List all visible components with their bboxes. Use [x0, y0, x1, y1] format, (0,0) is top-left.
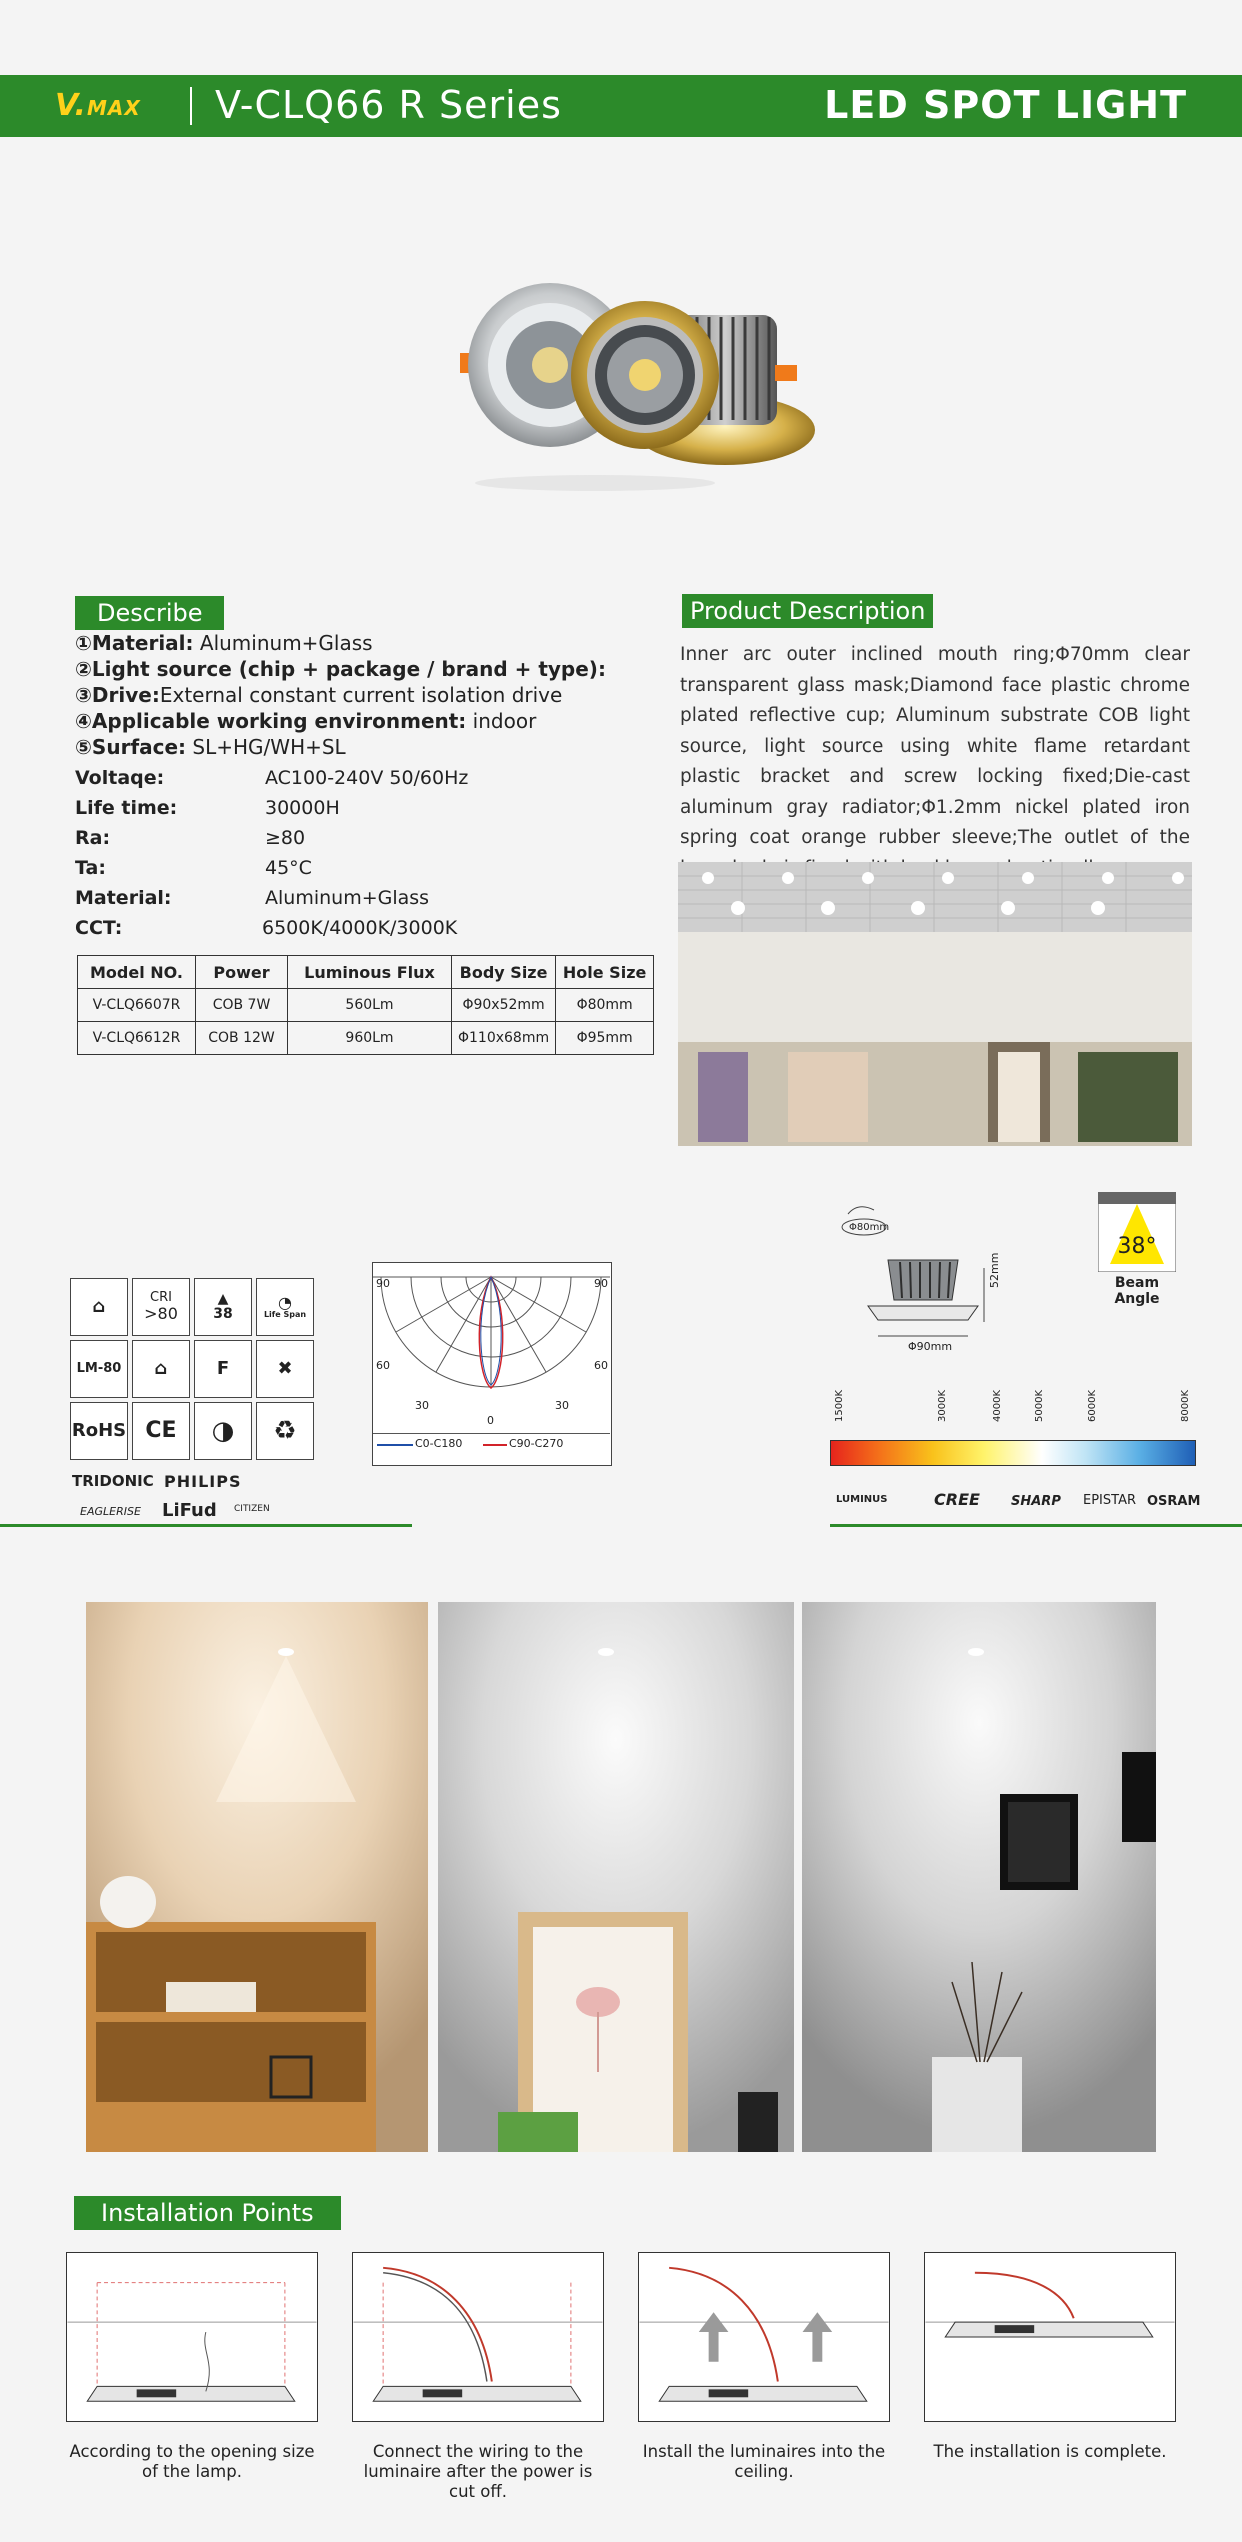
category-title: LED SPOT LIGHT — [824, 83, 1187, 127]
cct-tick-label: 8000K — [1180, 1389, 1191, 1422]
describe-line: ⑤Surface: SL+HG/WH+SL — [75, 735, 346, 759]
install-step-4-caption: The installation is complete. — [933, 2442, 1167, 2461]
install-step-2-caption: Connect the wiring to the luminaire after the power is cut off. — [363, 2442, 593, 2501]
table-row — [78, 989, 654, 1022]
legend-label: C90-C270 — [509, 1437, 564, 1450]
table-cell: 560Lm — [288, 989, 452, 1022]
product-description-tag: Product Description — [682, 594, 933, 628]
install-step-2-diagram — [352, 2252, 604, 2422]
house-dimming-icon: ⌂ — [132, 1340, 190, 1398]
install-step-4-diagram — [924, 2252, 1176, 2422]
brand-philips: PHILIPS — [164, 1472, 242, 1491]
brand-osram: OSRAM — [1147, 1494, 1201, 1509]
table-header: Power — [196, 956, 288, 989]
brand-lifud: LiFud — [162, 1500, 217, 1521]
beam-value: 38° — [1117, 1234, 1157, 1259]
product-description-text: Inner arc outer inclined mouth ring;Φ70mm clear transparent glass mask;Diamond face plastic chrome plated reflective cup; Aluminum substrate COB light source, light source using white flame retardant plastic bracket and screw locking fixed;Die-cast aluminum gray radiator;Φ1.2mm nickel plated iron spring coat orange rubber sleeve;The outlet of the — [680, 644, 1190, 848]
cct-tick-label: 4000K — [992, 1389, 1003, 1422]
table-header: Body Size — [452, 956, 556, 989]
installation-tag: Installation Points — [74, 2196, 341, 2230]
table-cell: V-CLQ6607R — [78, 989, 196, 1022]
brand-luminus: LUMINUS — [836, 1494, 888, 1505]
store-interior-photo — [678, 862, 1192, 1146]
product-sheet: V.MAX V-CLQ66 R Series LED SPOT LIGHT Describe ①Material: Aluminum+Glass ②Light source (chip + package / brand + type): ③Drive:External constant current isolation drive ④Applicable working environment: indoor ⑤Surface: SL+HG/WH+SL Voltaqe: AC100-240V 50/60Hz Life time: 30000H Ra: ≥80 Ta: 45°C Material: Aluminum+Glass CCT: 6500K/4000K/3000K Model NO. Power Luminous Flux Body Size Hole Size V-CLQ6607R COB 7W 560Lm Φ90x52mm Φ80mm V-CLQ6612R COB 12W 960Lm Φ110x68mm Φ95mm Product Description Inner arc outer inclined mouth ring;Φ70mm clear transparent glass mask;Diamond face plastic chrome plated reflective cup; Aluminum substrate COB light source, light source using white flame retardant plastic bracket and screw locking fixed;Die-cast aluminum gray radiator;Φ1.2mm nickel plated iron spring coat orange rubber sleeve;The outlet of the ⌂ CRI >80 ▲ 38 ◔ Life Span LM-80 ⌂ F ✖ RoHS CE ◑ ♻ TRIDONIC PHILIPS EAGLERISE LiFud CITIZEN 90 90 60 60 30 30 0 C0-C180 C90-C270 Φ80mm 52mm Φ90mm 38° Beam Angle 1500K 3000K 4000K 5000K 6000K 8000K LUMINUS CREE SHARP EPISTAR OSRAM Installation Points According to the opening size of the lamp. Connect the wiring to the luminaire after the power is cut off. Install the luminaires into the ceiling. The installation is complete. — [0, 0, 1242, 2542]
cct-scale — [830, 1389, 1200, 1469]
brand-tridonic: TRIDONIC — [72, 1472, 154, 1490]
polar-angle-label: 30 — [555, 1399, 569, 1412]
brand-citizen: CITIZEN — [234, 1504, 270, 1514]
height-dimension-label: 52mm — [988, 1252, 1001, 1288]
install-step-1-diagram — [66, 2252, 318, 2422]
hole-dimension-label: Φ80mm — [849, 1222, 890, 1233]
describe-line: ②Light source (chip + package / brand + type): — [75, 657, 606, 681]
lm80-icon: LM-80 — [70, 1340, 128, 1398]
polar-angle-label: 0 — [487, 1414, 494, 1427]
scene-photo-shelf — [86, 1602, 428, 2152]
describe-line: ①Material: Aluminum+Glass — [75, 631, 373, 655]
model-table — [77, 955, 654, 1055]
polar-angle-label: 90 — [594, 1277, 608, 1290]
legend-swatch-c90 — [483, 1444, 507, 1446]
brand-cree: CREE — [934, 1490, 980, 1509]
ce-icon: CE — [132, 1402, 190, 1460]
cct-tick-label: 1500K — [834, 1389, 845, 1422]
table-cell: Φ95mm — [556, 1022, 654, 1055]
polar-distribution-chart — [372, 1262, 612, 1466]
cct-tick-label: 6000K — [1087, 1389, 1098, 1422]
header-divider — [190, 87, 192, 125]
f-mark-icon: F — [194, 1340, 252, 1398]
table-header: Luminous Flux — [288, 956, 452, 989]
polar-angle-label: 30 — [415, 1399, 429, 1412]
section-divider-right — [830, 1524, 1242, 1527]
table-header-row — [78, 956, 654, 989]
diameter-dimension-label: Φ90mm — [908, 1340, 953, 1353]
table-cell: Φ90x52mm — [452, 989, 556, 1022]
polar-angle-label: 60 — [376, 1359, 390, 1372]
product-image — [445, 255, 825, 495]
indoor-house-icon: ⌂ — [70, 1278, 128, 1336]
install-step-1-caption: According to the opening size of the lamp. — [69, 2442, 315, 2481]
table-header: Model NO. — [78, 956, 196, 989]
install-step-3-diagram — [638, 2252, 890, 2422]
cct-tick-label: 3000K — [937, 1389, 948, 1422]
table-row — [78, 1022, 654, 1055]
beam-cone-icon — [1098, 1192, 1176, 1272]
describe-list — [75, 630, 635, 760]
scene-photo-vase — [802, 1602, 1156, 2152]
series-title: V-CLQ66 R Series — [215, 83, 562, 127]
recycle-icon: ♻ — [256, 1402, 314, 1460]
legend-label: C0-C180 — [415, 1437, 463, 1450]
cct-color-bar — [830, 1440, 1196, 1466]
table-cell: 960Lm — [288, 1022, 452, 1055]
table-cell: Φ80mm — [556, 989, 654, 1022]
brand-sharp: SHARP — [1011, 1494, 1061, 1509]
install-step-3-caption: Install the luminaires into the ceiling. — [642, 2442, 886, 2481]
describe-line: ③Drive:External constant current isolation drive — [75, 683, 563, 707]
cct-tick-label: 5000K — [1034, 1389, 1045, 1422]
cri-icon: CRI >80 — [132, 1278, 190, 1336]
scene-photo-flamingo — [438, 1602, 794, 2152]
describe-line: ④Applicable working environment: indoor — [75, 709, 537, 733]
describe-tag: Describe — [75, 596, 224, 630]
table-header: Hole Size — [556, 956, 654, 989]
weee-bin-icon: ✖ — [256, 1340, 314, 1398]
brand-epistar: EPISTAR — [1083, 1493, 1136, 1508]
section-divider-left — [0, 1524, 412, 1527]
table-cell: V-CLQ6612R — [78, 1022, 196, 1055]
beam-angle-label: Beam Angle — [1114, 1275, 1160, 1307]
table-cell: COB 7W — [196, 989, 288, 1022]
dimension-drawing — [840, 1200, 1080, 1390]
beam-angle-small-icon: ▲ 38 — [194, 1278, 252, 1336]
vmax-logo: V.MAX — [55, 88, 141, 123]
polar-angle-label: 60 — [594, 1359, 608, 1372]
table-cell: Φ110x68mm — [452, 1022, 556, 1055]
beam-angle-badge — [1098, 1192, 1176, 1272]
polar-legend-divider — [373, 1433, 610, 1434]
header-bar — [0, 75, 1242, 137]
life-span-icon: ◔ Life Span — [256, 1278, 314, 1336]
brand-eaglerise: EAGLERISE — [80, 1505, 141, 1518]
polar-angle-label: 90 — [376, 1277, 390, 1290]
table-cell: COB 12W — [196, 1022, 288, 1055]
green-dot-icon: ◑ — [194, 1402, 252, 1460]
polar-grid — [373, 1263, 610, 1423]
legend-swatch-c0 — [377, 1444, 413, 1446]
rohs-icon: RoHS — [70, 1402, 128, 1460]
